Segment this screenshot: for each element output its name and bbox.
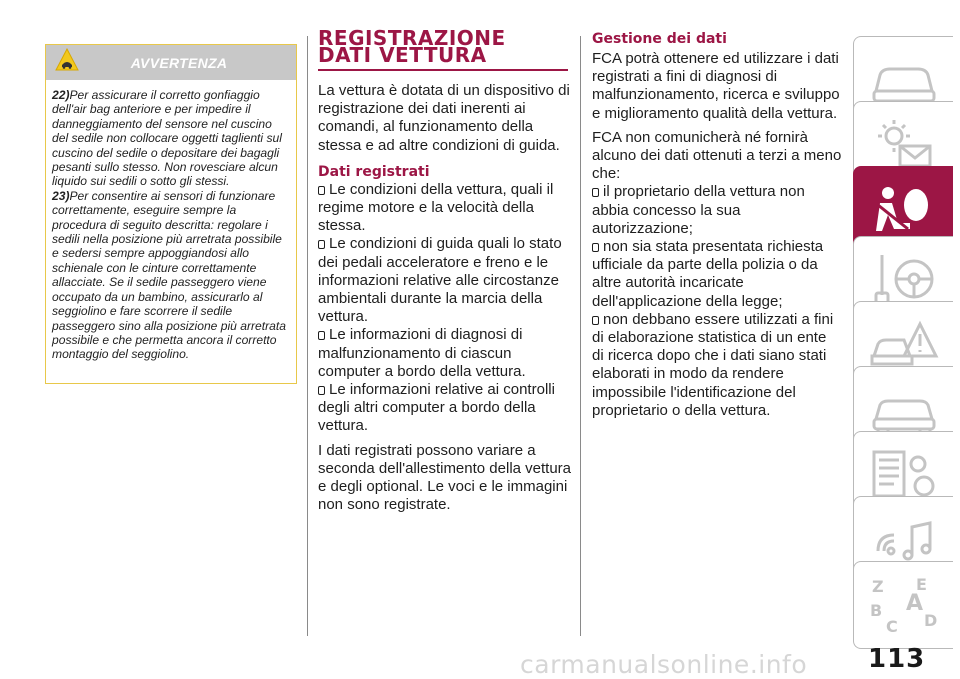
svg-text:Z: Z [871, 577, 884, 596]
warning-item: 23)Per consentire ai sensori di funzionare correttamente, eseguire sempre la procedura di seguito descritta: regolare i sedili nella posizione più arretrata possibile e sedersi sempre appoggiandosi allo schienale con le cinture correttamente allacciate. Se il sedile passeggero viene occupato da un bambino, assicurarlo al seggiolino e fare scorrere il sedile passeggero sino alla posizione più arretrata possibile e che permetta ancora il corretto montaggio del seggiolino. [52, 188, 286, 362]
warning-item: 22)Per assicurare il corretto gonfiaggio dell'air bag anteriore e per impedire il danneggiamento del sensore nel cuscino del sedile non collocare oggetti taglienti sul cuscino del sedile o depositare dei bagagli pesanti sullo stesso. Non rovesciare alcun liquido sui sedili o sotto gli stessi. [52, 88, 282, 189]
data-management-section [592, 30, 842, 420]
watermark: carmanualsonline.info [520, 650, 808, 679]
page-number: 113 [868, 644, 926, 674]
column-divider [307, 36, 308, 636]
bullet-icon [318, 186, 325, 195]
data-management-heading: Gestione dei dati [592, 31, 727, 47]
tab-index[interactable] [853, 561, 953, 649]
airbag-safety-icon [864, 175, 944, 245]
section-title: REGISTRAZIONE DATI VETTURA [318, 30, 568, 71]
warning-title: AVVERTENZA [130, 54, 228, 71]
warning-body [46, 80, 296, 362]
bullet-icon [318, 240, 325, 249]
bullet-icon [318, 386, 325, 395]
recorded-data-heading: Dati registrati [318, 163, 430, 180]
list-item: Le condizioni della vettura, quali il regime motore e la velocità della stessa. [318, 180, 554, 235]
list-item: Le informazioni relative ai controlli degli altri computer a bordo della vettura. [318, 381, 555, 435]
index-letters-icon [864, 570, 944, 640]
svg-text:E: E [915, 575, 927, 594]
bullet-icon [318, 331, 325, 340]
svg-text:D: D [923, 611, 937, 630]
list-item: non sia stata presentata richiesta ufficiale da parte della polizia o da altre autorità incaricate dell'applicazione della legge; [592, 238, 824, 310]
data-recording-section [318, 26, 572, 514]
management-paragraph: FCA non comunicherà né fornirà alcuno dei dati ottenuti a terzi a meno che: [592, 128, 842, 183]
warning-icon [55, 48, 79, 72]
svg-text:C: C [885, 617, 898, 636]
svg-text:A: A [905, 591, 923, 616]
column-divider [580, 36, 581, 636]
list-item: il proprietario della vettura non abbia concesso la sua autorizzazione; [592, 183, 805, 237]
warning-box [45, 44, 297, 384]
list-item: Le informazioni di diagnosi di malfunzionamento di ciascun computer a bordo della vettura. [318, 326, 526, 380]
bullet-icon [592, 316, 599, 325]
warning-header [46, 45, 296, 80]
management-paragraph: FCA potrà ottenere ed utilizzare i dati registrati a fini di diagnosi di malfunzionamento, ricerca e sviluppo e miglioramento qualità della vettura. [592, 50, 840, 122]
list-item: Le condizioni di guida quali lo stato dei pedali acceleratore e freno e le informazioni relative alle circostanze ambientali durante la marcia della vettura. [318, 235, 562, 326]
bullet-icon [592, 188, 599, 197]
section-intro: La vettura è dotata di un dispositivo di registrazione dei dati inerenti ai comandi, al funzionamento della stessa e ad altre condizioni di guida. [318, 82, 570, 154]
section-outro: I dati registrati possono variare a seconda dell'allestimento della vettura e degli optional. Le voci e le immagini non sono registrate. [318, 441, 572, 514]
svg-text:B: B [869, 601, 882, 620]
bullet-icon [592, 243, 599, 252]
list-item: non debbano essere utilizzati a fini di elaborazione statistica di un ente di ricerca dopo che i dati siano stati elaborati in modo da rendere impossibile l'identificazione del proprietario o della vettura. [592, 310, 834, 419]
